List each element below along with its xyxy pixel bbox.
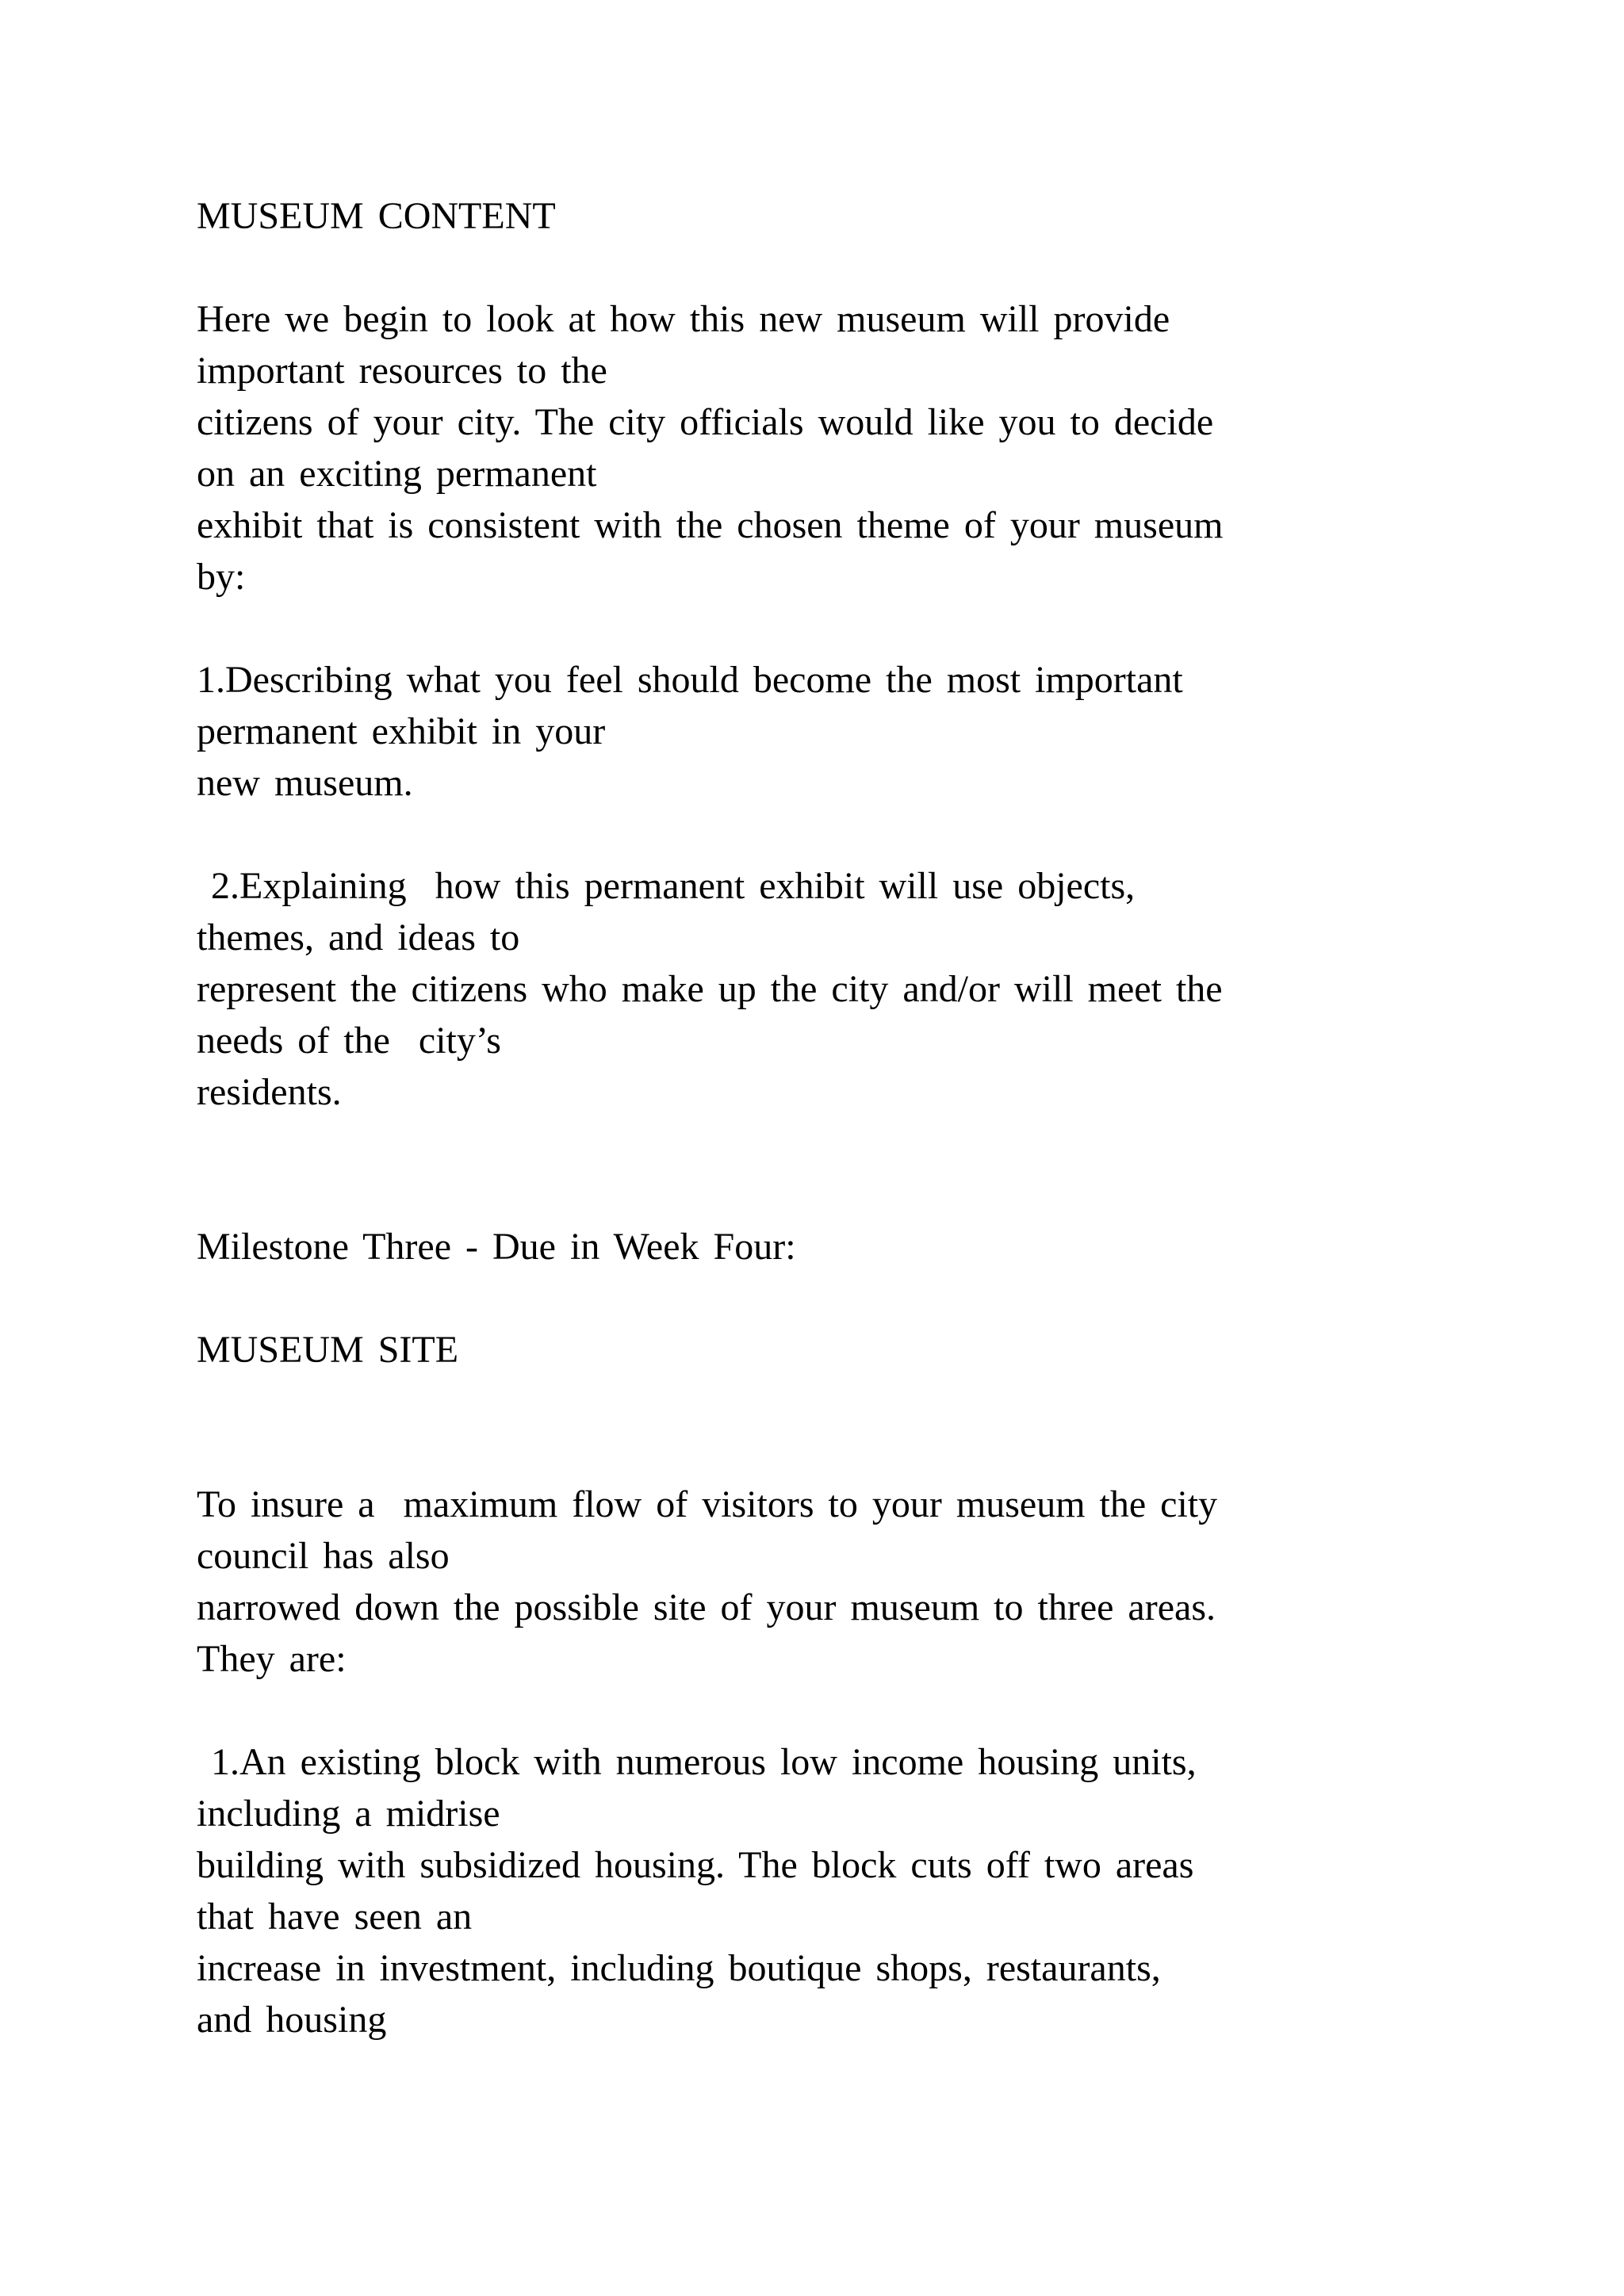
paragraph-line: by: xyxy=(197,556,246,598)
paragraph-line: Here we begin to look at how this new museum will provide xyxy=(197,298,1170,340)
blank-line xyxy=(197,809,1442,860)
paragraph-line: increase in investment, including boutique shops, restaurants, xyxy=(197,1947,1161,1989)
list-item-1-an-existing-block: 1.An existing block with numerous low income housing units, xyxy=(197,1741,1197,1783)
blank-line xyxy=(197,1376,1442,1427)
heading-museum-site: MUSEUM SITE xyxy=(197,1329,459,1371)
heading-museum-content: MUSEUM CONTENT xyxy=(197,195,556,237)
blank-line xyxy=(197,603,1442,654)
blank-line xyxy=(197,1169,1442,1221)
paragraph-line: new museum. xyxy=(197,762,413,804)
list-item-1-describing: 1.Describing what you feel should become the most important xyxy=(197,659,1183,701)
blank-line xyxy=(197,242,1442,293)
paragraph-line: narrowed down the possible site of your museum to three areas. xyxy=(197,1586,1216,1628)
blank-line xyxy=(197,1118,1442,1169)
paragraph-line: building with subsidized housing. The block cuts off two areas xyxy=(197,1844,1194,1886)
blank-line xyxy=(197,1427,1442,1479)
paragraph-line: including a midrise xyxy=(197,1793,500,1835)
paragraph-line: needs of the city’s xyxy=(197,1020,501,1062)
paragraph-line: on an exciting permanent xyxy=(197,453,597,495)
blank-line xyxy=(197,1272,1442,1324)
paragraph-line: represent the citizens who make up the city and/or will meet the xyxy=(197,968,1223,1010)
paragraph-line: exhibit that is consistent with the chosen theme of your museum xyxy=(197,504,1224,546)
paragraph-line: and housing xyxy=(197,1999,387,2041)
paragraph-line: council has also xyxy=(197,1535,450,1577)
paragraph-line: They are: xyxy=(197,1638,347,1680)
paragraph-line: permanent exhibit in your xyxy=(197,710,606,752)
heading-milestone-three: Milestone Three - Due in Week Four: xyxy=(197,1226,796,1268)
list-item-2-explaining: 2.Explaining how this permanent exhibit will use objects, xyxy=(197,865,1136,907)
paragraph-line: residents. xyxy=(197,1071,342,1113)
paragraph-line: that have seen an xyxy=(197,1896,473,1938)
paragraph-line: citizens of your city. The city officials would like you to decide xyxy=(197,401,1214,443)
blank-line xyxy=(197,1685,1442,1736)
paragraph-line: To insure a maximum flow of visitors to your museum the city xyxy=(197,1483,1218,1525)
paragraph-line: themes, and ideas to xyxy=(197,916,520,959)
paragraph-line: important resources to the xyxy=(197,350,607,392)
